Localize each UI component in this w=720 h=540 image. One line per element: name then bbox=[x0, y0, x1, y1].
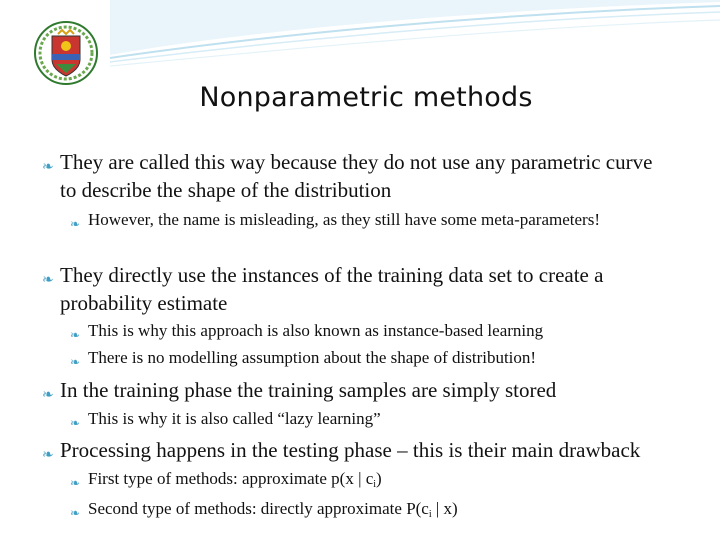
list-item bbox=[70, 407, 690, 431]
formula-text: First type of methods: approximate p(x | c bbox=[88, 469, 374, 488]
list-item-text: However, the name is misleading, as they still have some meta-parameters! bbox=[88, 210, 600, 229]
bullet-icon: ❧ bbox=[42, 273, 54, 288]
bullet-icon: ❧ bbox=[42, 388, 54, 403]
bullet-icon: ❧ bbox=[42, 448, 54, 463]
list-item-text: They directly use the instances of the training data set to create a probability estimate bbox=[60, 263, 604, 315]
bullet-icon: ❧ bbox=[70, 506, 81, 520]
formula-text: Second type of methods: directly approximate P(c bbox=[88, 499, 429, 518]
bullet-icon: ❧ bbox=[70, 217, 81, 231]
bullet-icon: ❧ bbox=[70, 328, 81, 342]
bullet-icon: ❧ bbox=[70, 355, 81, 369]
list-item bbox=[42, 261, 662, 317]
bullet-icon: ❧ bbox=[70, 476, 81, 490]
list-item-text: There is no modelling assumption about the shape of distribution! bbox=[88, 348, 537, 367]
bullet-icon: ❧ bbox=[42, 160, 54, 175]
list-item bbox=[70, 346, 690, 370]
list-item-text: This is why this approach is also known as instance-based learning bbox=[88, 321, 544, 340]
list-item bbox=[42, 376, 662, 404]
formula-text: | x) bbox=[431, 499, 458, 518]
subscript: i bbox=[428, 509, 432, 520]
list-item bbox=[70, 467, 690, 491]
list-item-text: In the training phase the training samples are simply stored bbox=[60, 378, 557, 402]
list-item-text: This is why it is also called “lazy learning” bbox=[88, 409, 381, 428]
list-item bbox=[42, 148, 662, 204]
university-crest-logo bbox=[32, 18, 100, 88]
list-item-text bbox=[70, 467, 690, 491]
formula-text: ) bbox=[376, 469, 382, 488]
subscript: i bbox=[373, 479, 377, 490]
list-item-text bbox=[70, 497, 690, 521]
list-item bbox=[42, 436, 682, 464]
list-item-text: They are called this way because they do not use any parametric curve to describe the shape of the distribution bbox=[60, 150, 653, 202]
header-decoration bbox=[0, 0, 720, 80]
list-item-text: Processing happens in the testing phase – this is their main drawback bbox=[60, 438, 641, 462]
list-item bbox=[70, 319, 690, 343]
list-item bbox=[70, 497, 690, 521]
list-item bbox=[70, 208, 630, 232]
slide-title: Nonparametric methods bbox=[199, 82, 533, 113]
bullet-icon: ❧ bbox=[70, 416, 81, 430]
